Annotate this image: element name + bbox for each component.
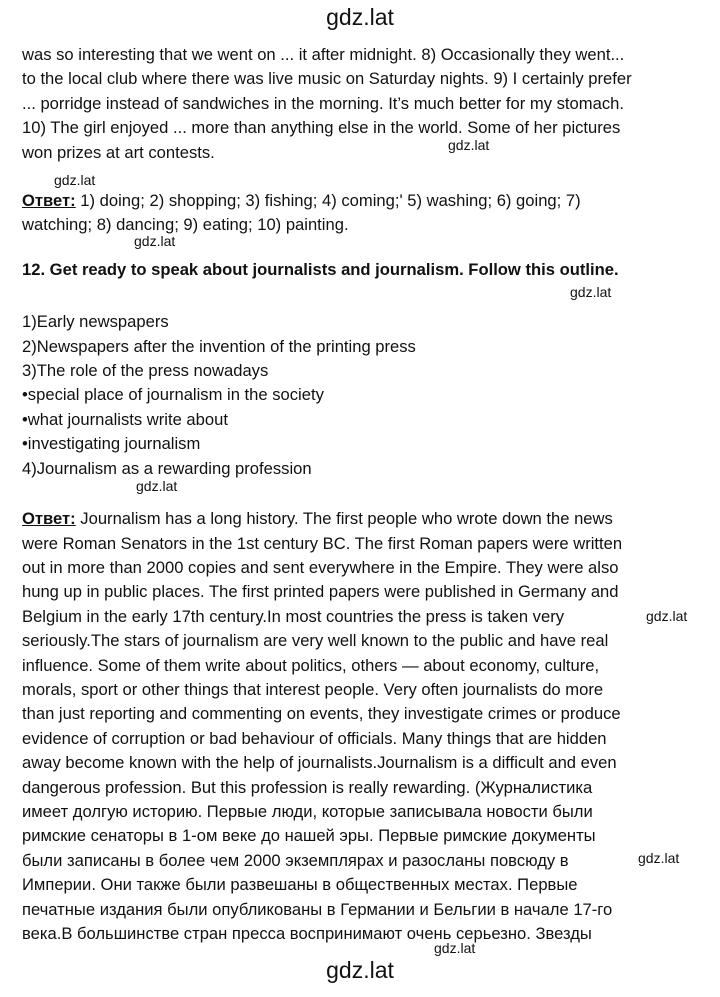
exercise-12-answer [22,507,712,946]
watermark: gdz.lat [638,850,680,866]
outline-item: •investigating journalism [22,434,201,454]
answer-text: 1) doing; 2) shopping; 3) fishing; 4) coming;' 5) washing; 6) going; 7) [75,191,581,211]
answer-line: influence. Some of them write about politics, others — about economy, culture, [22,655,600,675]
exercise-12-outline [22,310,712,481]
answer-label: Ответ: [22,191,76,211]
watermark: gdz.lat [54,172,96,188]
answer-line: римские сенаторы в 1-ом веке до нашей эры. Первые римские документы [22,826,596,846]
watermark: gdz.lat [570,284,612,300]
page-content [22,43,712,946]
outline-item: 3)The role of the press nowadays [22,361,269,381]
outline-item: •what journalists write about [22,409,228,429]
answer-line: Империи. Они также были развешаны в общественных местах. Первые [22,875,578,895]
answer-line: имеет долгую историю. Первые люди, которые записывала новости были [22,801,593,821]
exercise-12-task: 12. Get ready to speak about journalists and journalism. Follow this outline. [22,259,619,279]
answer-line [22,507,712,531]
answer-line: dangerous profession. But this profession is really rewarding. (Журналистика [22,777,593,797]
answer-line: evidence of corruption or bad behaviour of officials. Many things that are hidden [22,728,607,748]
outline-item: •special place of journalism in the society [22,385,324,405]
answer-line: morals, sport or other things that interest people. Very often journalists do more [22,679,604,699]
answer-line: than just reporting and commenting on events, they investigate crimes or produce [22,704,621,724]
watermark: gdz.lat [434,940,476,956]
watermark: gdz.lat [136,478,178,494]
answer-line: out in more than 2000 copies and sent everywhere in the Empire. They were also [22,557,619,577]
watermark: gdz.lat [134,233,176,249]
text-line: 10) The girl enjoyed ... more than anything else in the world. Some of her pictures [22,118,621,138]
watermark: gdz.lat [646,608,688,624]
outline-item: 1)Early newspapers [22,312,169,332]
watermark: gdz.lat [448,137,490,153]
exercise-11-text [22,43,712,165]
answer-line: hung up in public places. The first printed papers were published in Germany and [22,582,619,602]
text-line: won prizes at art contests. [22,142,215,162]
outline-item: 4)Journalism as a rewarding profession [22,458,312,478]
exercise-11-answer [22,189,712,238]
footer-watermark: gdz.lat [326,957,394,983]
outline-item: 2)Newspapers after the invention of the printing press [22,336,416,356]
answer-line: века.В большинстве стран пресса воспринимают очень серьезно. Звезды [22,924,592,943]
answer-line: seriously.The stars of journalism are very well known to the public and have real [22,631,609,651]
answer-line [22,189,712,213]
answer-line: Belgium in the early 17th century.In most countries the press is taken very [22,606,565,626]
text-line: to the local club where there was live music on Saturday nights. 9) I certainly prefer [22,69,632,89]
answer-label: Ответ: [22,509,76,529]
answer-line: were Roman Senators in the 1st century BC. The first Roman papers were written [22,533,623,553]
text-line: was so interesting that we went on ... it after midnight. 8) Occasionally they went... [22,45,625,64]
answer-line: печатные издания были опубликованы в Германии и Бельгии в начале 17-го [22,899,613,919]
answer-text: Journalism has a long history. The first people who wrote down the news [75,509,613,529]
answer-line: watching; 8) dancing; 9) eating; 10) painting. [22,215,349,235]
text-line: ... porridge instead of sandwiches in the morning. It’s much better for my stomach. [22,93,624,113]
header-watermark: gdz.lat [326,4,394,30]
answer-line: были записаны в более чем 2000 экземплярах и разосланы повсюду в [22,850,569,870]
answer-line: away become known with the help of journalists.Journalism is a difficult and even [22,753,617,773]
